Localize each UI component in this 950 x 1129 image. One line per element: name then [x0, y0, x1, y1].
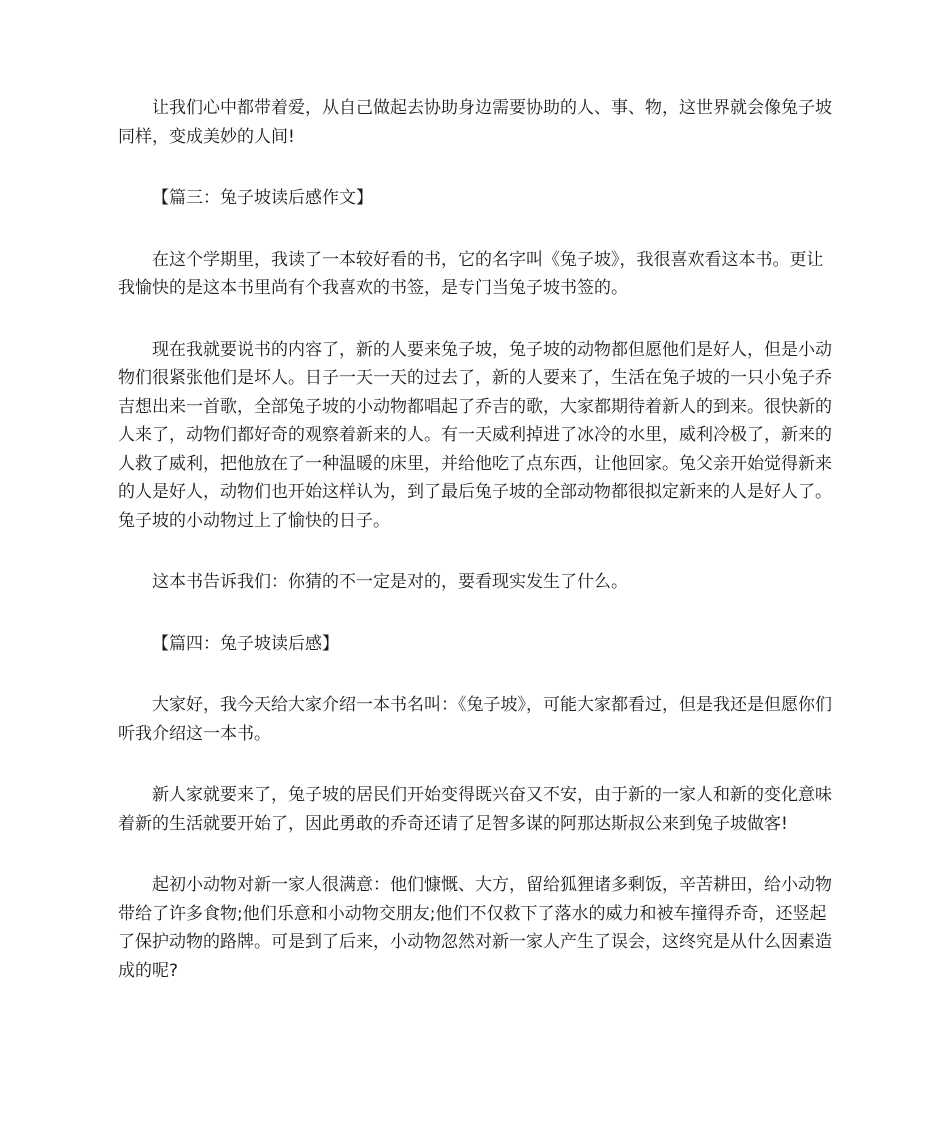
- paragraph-closing-love: 让我们心中都带着爱，从自己做起去协助身边需要协助的人、事、物，这世界就会像兔子坡同样，变成美妙的人间!: [118, 98, 832, 147]
- paragraph-lesson: 这本书告诉我们：你猜的不一定是对的，要看现实发生了什么。: [152, 572, 628, 592]
- paragraph-introduction: 大家好，我今天给大家介绍一本书名叫：《兔子坡》，可能大家都看过，但是我还是但愿你们听我介绍这一本书。: [118, 695, 832, 744]
- paragraph-misunderstanding: 起初小动物对新一家人很满意：他们慷慨、大方，留给狐狸诸多剩饭，辛苦耕田，给小动物带给了许多食物;他们乐意和小动物交朋友;他们不仅救下了落水的威力和被车撞得乔奇，还竖起了保护动物的路牌。可是到了后来，小动物忽然对新一家人产生了误会，这终究是从什么因素造成的呢?: [118, 875, 832, 981]
- heading-part-four: 【篇四：兔子坡读后感】: [152, 633, 339, 654]
- paragraph-semester-book: 在这个学期里，我读了一本较好看的书，它的名字叫《兔子坡》，我很喜欢看这本书。更让我愉快的是这本书里尚有个我喜欢的书签，是专门当兔子坡书签的。: [118, 249, 824, 298]
- paragraph-story-content: 现在我就要说书的内容了，新的人要来兔子坡，兔子坡的动物都但愿他们是好人，但是小动物们很紧张他们是坏人。日子一天一天的过去了，新的人要来了，生活在兔子坡的一只小兔子乔吉想出来一首歌，全部兔子坡的小动物都唱起了乔吉的歌，大家都期待着新人的到来。很快新的人来了，动物们都好奇的观察着新来的人。有一天威利掉进了冰冷的水里，威利冷极了，新来的人救了威利，把他放在了一种温暖的床里，并给他吃了点东西，让他回家。兔父亲开始觉得新来的人是好人，动物们也开始这样认为，到了最后兔子坡的全部动物都很拟定新来的人是好人了。兔子坡的小动物过上了愉快的日子。: [118, 339, 832, 531]
- heading-part-three: 【篇三：兔子坡读后感作文】: [152, 188, 373, 208]
- paragraph-new-family: 新人家就要来了，兔子坡的居民们开始变得既兴奋又不安，由于新的一家人和新的变化意味着新的生活就要开始了，因此勇敢的乔奇还请了足智多谋的阿那达斯叔公来到兔子坡做客!: [118, 785, 832, 834]
